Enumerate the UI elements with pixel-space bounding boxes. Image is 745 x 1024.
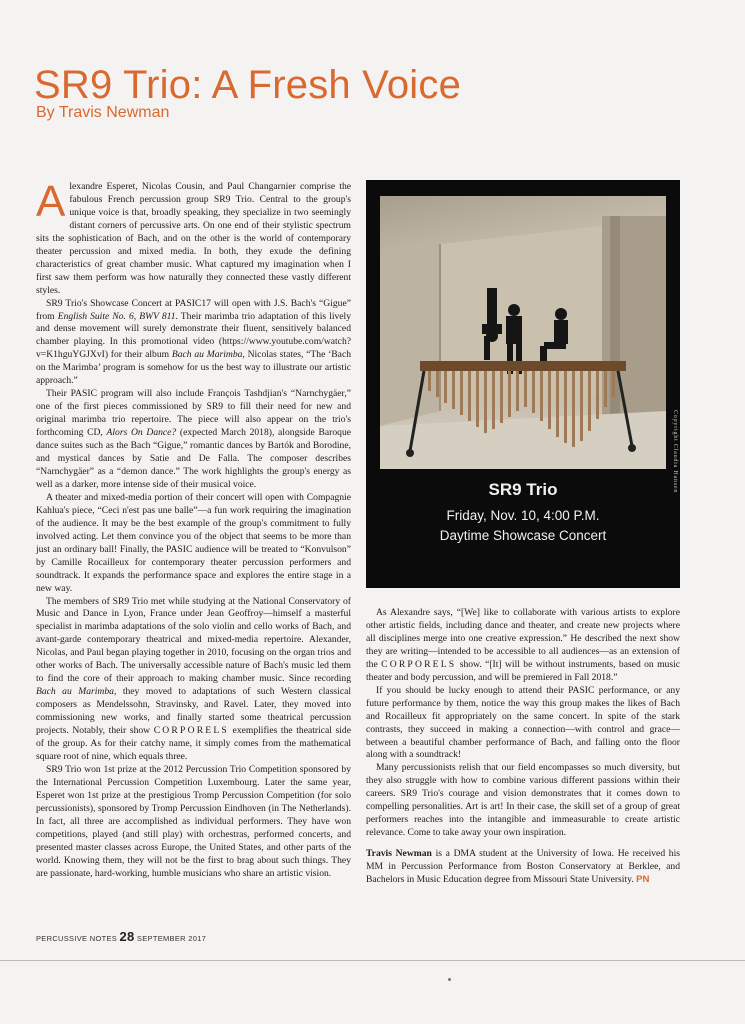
- author-name: Travis Newman: [366, 848, 432, 860]
- concert-date: Friday, Nov. 10, 4:00 P.M.: [446, 508, 600, 523]
- show-title: CORPORELS: [153, 725, 229, 737]
- paragraph: SR9 Trio's Showcase Concert at PASIC17 will open with J.S. Bach's “Gigue” from English Suite No. 6, BWV 811. Their marimba trio adaptation of this lively and dense movement will surely demonstrate their fluent, sensitively balanced chamber playing. In this promotional video (https://www.youtube.com/watch?v=K1hguYGJXvI) for their album Bach au Marimba, Nicolas states, “The ‘Bach on the Marimba’ program is somehow for us the best way to illustrate our artistic approach.”: [36, 297, 352, 387]
- cd-title: Alors On Dance?: [106, 427, 177, 439]
- author-bio: Travis Newman is a DMA student at the University of Iowa. He received his MM in Percussion Performance from Boston Conservatory at Berklee, and Bachelors in Music Education degree from Missouri State University. PN: [366, 848, 681, 886]
- album-title: Bach au Marimba: [171, 349, 243, 361]
- paragraph: As Alexandre says, “[We] like to collaborate with various artists to explore other artistic fields, including dance and theater, and create new projects where all disciplines merge into one creative expression.” He described the next show they are writing—intended to be accessible to all audiences—as an extension of the CORPORELS show. “[It] will be without instruments, based on music theater and body percussion, and will be premiered in Fall 2018.”: [366, 607, 680, 683]
- album-title: Bach au Marimba: [36, 686, 114, 698]
- paragraph: SR9 Trio won 1st prize at the 2012 Percussion Trio Competition sponsored by the International Percussion Competition Luxembourg. Later the same year, Esperet won 1st prize at the prestigious Tromp Percussion Competition (for solo percussionists), sponsored by Tromp Percussion Eindhoven (in The Netherlands). In fact, all three are accomplished as individual performers. They have won competitions, played (and still play) with orchestras, performed concerts, and presented master classes across Europe, the United States, and other parts of the world. Knowing them, they will not be the first to brag about such things. They are passionate, hard-working, humble musicians who share an artistic vision.: [36, 763, 351, 879]
- trio-photo: [380, 196, 666, 469]
- work-title: English Suite No. 6, BWV 811: [57, 310, 176, 322]
- end-mark: PN: [636, 874, 650, 886]
- paragraph: A theater and mixed-media portion of their concert will open with Compagnie Kahlua's piece, “Ceci n'est pas une balle”—a fun work requiring the imagination of the audience. It may be the best example of the group's commitment to fully involved acting. Let them convince you of the object that seems to be more than just an ordinary ball! Finally, the PASIC audience will be treated to “Konvulson” by Camille Rocailleux for contemporary theater percussion performers and soundtrack. It expands the performance space and explores the entire stage in a new way.: [36, 491, 351, 594]
- paragraph: The members of SR9 Trio met while studying at the National Conservatory of Music and Dance in Lyon, France under Jean Geoffroy—himself a masterful specialist in marimba adaptations of the solo violin and cello works of Bach, and avant-garde contemporary theatrical and mixed-media repertoire. Alexander, Nicolas, and Paul began playing together in 2010, focusing on the organ trios and other works of Bach. The universally accessible nature of Bach's music led them to find the core of their approach to making chamber music. Since recording Bach au Marimba, they moved to adaptations of such Western classical composers as Mendelssohn, Stravinsky, and Ravel. Later, they moved into commissioning new works, and finally started some theatrical percussion projects. Notably, their show CORPORELS exemplifies the theatrical side of the group. As for their catchy name, it simply comes from the mathematical square root of nine, which equals three.: [36, 595, 352, 762]
- concert-caption: [366, 480, 680, 546]
- article-title: SR9 Trio: A Fresh Voice: [34, 62, 462, 107]
- scan-edge-line: [0, 960, 745, 961]
- issue-date: SEPTEMBER 2017: [136, 934, 207, 943]
- concert-sidebar: [366, 180, 680, 588]
- paragraph: Many percussionists relish that our field encompasses so much diversity, but they also struggle with how to combine various different passions within their careers. SR9 Trio's courage and vision demonstrates that it comes down to compelling personalities. Art is art! In their case, the skill set of a group of great performers reaches into the intangible and immeasurable to create artistic relevance. Come to take away your own inspiration.: [366, 762, 680, 839]
- photo-credit: Copyright Claudia Hansen: [672, 410, 678, 494]
- magazine-name: PERCUSSIVE NOTES: [36, 934, 118, 943]
- right-column: [366, 607, 680, 887]
- show-title: CORPORELS: [381, 658, 457, 670]
- page-footer: [36, 929, 206, 944]
- paragraph: Their PASIC program will also include François Tashdjian's “Narnchygäer,” one of the first pieces commissioned by SR9 to fill their need for new and original marimba trio repertoire. The piece will also appear on the trio's forthcoming CD, Alors On Dance? (expected March 2018), alongside Baroque dance suites such as the Bach “Gigue,” romantic dances by Bartók and Borodine, and mystical dances by Satie and De Falla. The composer describes “Narnchygäer” as a “demon dance.” The work highlights the group's energy as well as a darker, more intense side of their musical voice.: [36, 388, 351, 490]
- drop-cap: A: [36, 177, 66, 226]
- performers-illustration: [380, 196, 666, 469]
- byline: By Travis Newman: [36, 104, 170, 121]
- ensemble-name: SR9 Trio: [488, 480, 558, 499]
- left-column: [36, 177, 352, 880]
- scan-speck: [448, 978, 451, 981]
- paragraph: If you should be lucky enough to attend their PASIC performance, or any future performance by them, notice the way this group makes the likes of Bach and Rocailleux fit appropriately on the same concert. In spite of the stark contrasts, they succeed in making a connection—with control and grace—between a beautiful chamber performance of Bach, and falling onto the floor along with a soundtrack!: [366, 684, 680, 761]
- paragraph: Alexandre Esperet, Nicolas Cousin, and Paul Changarnier comprise the fabulous French percussion group SR9 Trio. Central to the group's unique voice is that, broadly speaking, they specialize in two seemingly distant corners of percussive arts. On one end of their stylistic spectrum sits the sophistication of Bach, and on the other is the world of contemporary theater percussion and mixed media. In both, they exude the defining characteristics of great chamber music. What captured my imagination when I first saw them perform was how naturally they connected these vastly different styles.: [36, 177, 351, 296]
- concert-type: Daytime Showcase Concert: [439, 528, 607, 543]
- page-number: 28: [119, 929, 135, 944]
